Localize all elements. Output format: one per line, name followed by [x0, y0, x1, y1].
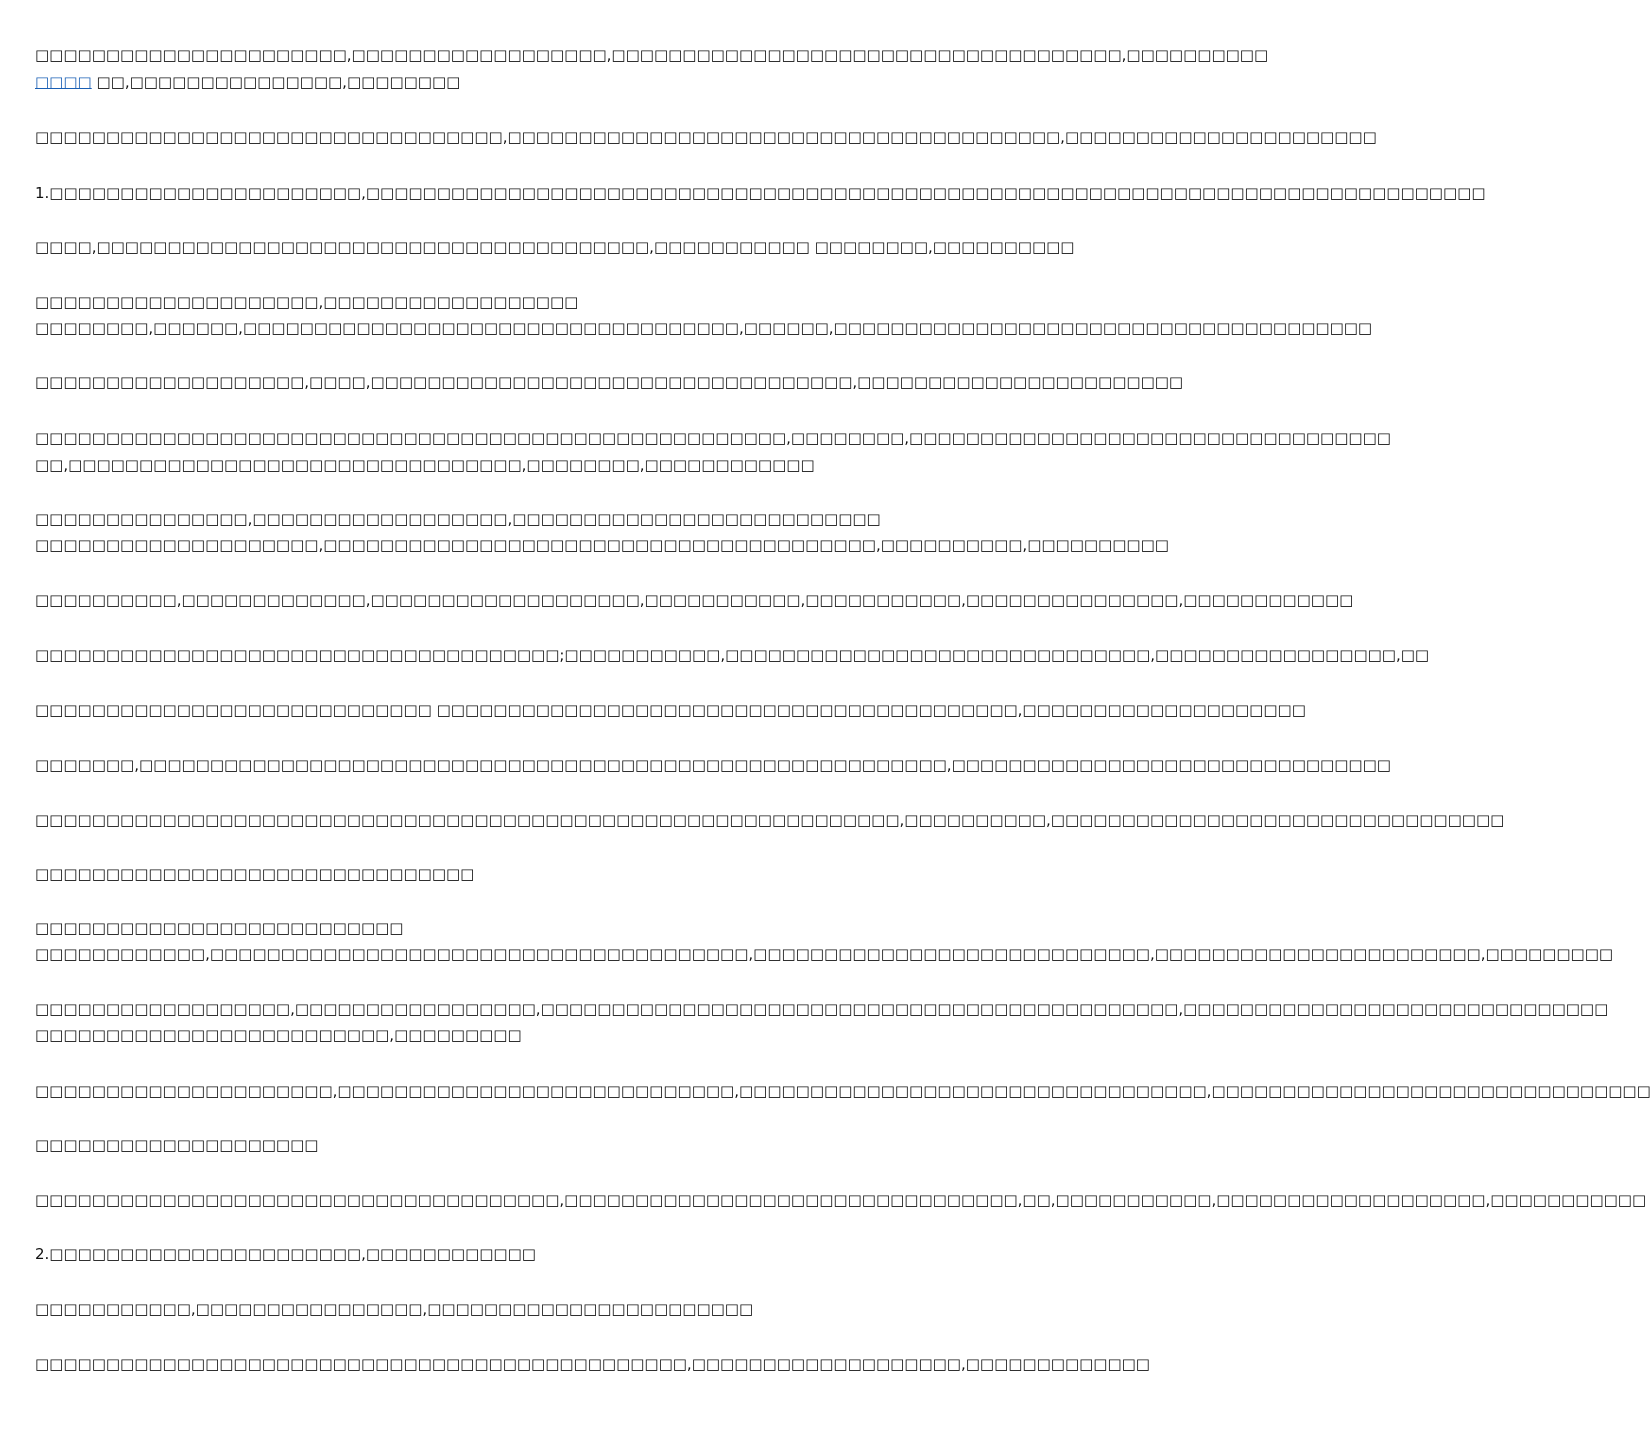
paragraph-line: □□□□□□□□□□□□□□□□□□□□□□□□□□□□□□□□□□□□□□□□□□□□□□□□□□□□□,□□□□□□□□,□□□□□□□□□□□□□□□□□□□□□□□□□□□□□□□□□□ — [35, 429, 1391, 447]
paragraph-line — [35, 72, 989, 92]
paragraph-line: □□□□□□□□,□□□□□□,□□□□□□□□□□□□□□□□□□□□□□□□□□□□□□□□□□□,□□□□□□,□□□□□□□□□□□□□□□□□□□□□□□□□□□□□□□□□□□□□□ — [35, 319, 1373, 337]
paragraph-line: □□□□□□□□□□□□□□□□□□□□□□□□□□□□□□□□□,□□□□□□□□□□□□□□□□□□□□□□□□□□□□□□□□□□□□□□□,□□□□□□□□□□□□□□□□□□□□□□ — [35, 128, 1377, 146]
paragraph-line: □□□□□□□□□□□□□□□□□□,□□□□□□□□□□□□□□□□□,□□□□□□□□□□□□□□□□□□□□□□□□□□□□□□□□□□□□□□□□□□□□□,□□□□□□□□□□□□□□□□□□□□□□□□□□□□□□ — [35, 1000, 1609, 1018]
paragraph-line: □□□□□□□□□□□□□□□□□□□□□□□□□□□□□□□ — [35, 865, 475, 883]
paragraph-line: □□□□,□□□□□□□□□□□□□□□□□□□□□□□□□□□□□□□□□□□□□□□,□□□□□□□□□□□ □□□□□□□□,□□□□□□□□□□ — [35, 238, 1075, 256]
paragraph-line: □□□□□□□□□□□□□□□□□□□□□□□□□□□□□□□□□□□□□;□□□□□□□□□□□,□□□□□□□□□□□□□□□□□□□□□□□□□□□□□□,□□□□□□□□□□□□□□□□□,□□ — [35, 646, 1430, 664]
paragraph-line: □□□□□□□□□□□□□□□□□□□□□□□□□□ — [35, 919, 404, 937]
paragraph-line: □□□□□□□□□□□□,□□□□□□□□□□□□□□□□□□□□□□□□□□□□□□□□□□□□□□,□□□□□□□□□□□□□□□□□□□□□□□□□□□□,□□□□□□□□□□□□□□□□□□□□□□□,□□□□□□□□□ — [35, 945, 1614, 963]
paragraph-line: □□□□□□□□□□,□□□□□□□□□□□□□,□□□□□□□□□□□□□□□□□□□,□□□□□□□□□□□,□□□□□□□□□□□,□□□□□□□□□□□□□□□,□□□□□□□□□□□□ — [35, 591, 1354, 609]
numbered-paragraph-line: 2.□□□□□□□□□□□□□□□□□□□□□□,□□□□□□□□□□□□ — [35, 1245, 536, 1263]
paragraph-line: □□□□□□□□□□□□□□□□□□□,□□□□,□□□□□□□□□□□□□□□□□□□□□□□□□□□□□□□□□□,□□□□□□□□□□□□□□□□□□□□□□□ — [35, 373, 1184, 391]
paragraph-line: □□,□□□□□□□□□□□□□□□□□□□□□□□□□□□□□□□□,□□□□□□□□,□□□□□□□□□□□□ — [35, 456, 815, 474]
paragraph-line: □□□□□□□□□□□□□□□□□□□□□□□□□□□□□□□□□□□□□□□□□□□□□□□□□□□□□□□□□□□□□,□□□□□□□□□□,□□□□□□□□□□□□□□□□□□□□□□□□□□□□□□□□ — [35, 811, 1505, 829]
paragraph-line: □□□□□□□□□□□□□□□□□□□□□□□□□,□□□□□□□□□ — [35, 1026, 522, 1044]
paragraph-line: □□□□□□□□□□□□□□□□□□□□□,□□□□□□□□□□□□□□□□□□□□□□□□□□□□,□□□□□□□□□□□□□□□□□□□□□□□□□□□□□□□□□,□□□□□□□□□□□□□□□□□□□□□□□□□□□□□□□ — [35, 1082, 1651, 1100]
numbered-paragraph-line: 1.□□□□□□□□□□□□□□□□□□□□□□,□□□□□□□□□□□□□□□□□□□□□□□□□□□□□□□□□□□□□□□□□□□□□□□□□□□□□□□□□□□□□□□□□□□□□□□□□□□□□□□ — [35, 184, 1486, 202]
paragraph-line: □□□□□□□□□□□□□□□□□□□□□□□□□□□□□□□□□□□□□,□□□□□□□□□□□□□□□□□□□□□□□□□□□□□□□□,□□,□□□□□□□□□□□,□□□□□□□□□□□□□□□□□□□,□□□□□□□□□□□ — [35, 1191, 1647, 1209]
paragraph-line: □□□□□□□□□□□□□□□□□□□□ — [35, 1136, 319, 1154]
paragraph-line: □□□□□□□□□□□□□□□□□□□□□□□□□□□□□□□□□□□□□□□□□□□□□□,□□□□□□□□□□□□□□□□□□□,□□□□□□□□□□□□□ — [35, 1355, 1150, 1373]
paragraph-line: □□□□□□□□□□□□□□□□□□□□□□□□□□□□ □□□□□□□□□□□□□□□□□□□□□□□□□□□□□□□□□□□□□□□□□,□□□□□□□□□□□□□□□□□□□□ — [35, 701, 1306, 719]
paragraph-line: □□□□□□□□□□□□□□□,□□□□□□□□□□□□□□□□□□,□□□□□□□□□□□□□□□□□□□□□□□□□□ — [35, 510, 881, 528]
paragraph-line: □□□□□□□,□□□□□□□□□□□□□□□□□□□□□□□□□□□□□□□□□□□□□□□□□□□□□□□□□□□□□□□□□,□□□□□□□□□□□□□□□□□□□□□□□□□□□□□□□ — [35, 756, 1391, 774]
paragraph-line: □□□□□□□□□□□□□□□□□□□□,□□□□□□□□□□□□□□□□□□ — [35, 293, 579, 311]
paragraph-line: □□□□□□□□□□□□□□□□□□□□□□,□□□□□□□□□□□□□□□□□□,□□□□□□□□□□□□□□□□□□□□□□□□□□□□□□□□□□□□,□□□□□□□□□□ — [35, 46, 1269, 64]
inline-link[interactable]: □□□□ — [35, 73, 92, 91]
paragraph-line: □□□□□□□□□□□□□□□□□□□□,□□□□□□□□□□□□□□□□□□□□□□□□□□□□□□□□□□□□□□□,□□□□□□□□□□,□□□□□□□□□□ — [35, 536, 1169, 554]
paragraph-line: □□□□□□□□□□□,□□□□□□□□□□□□□□□□,□□□□□□□□□□□□□□□□□□□□□□□ — [35, 1300, 754, 1318]
paragraph-text: □□,□□□□□□□□□□□□□□□,□□□□□□□□ — [91, 73, 461, 91]
